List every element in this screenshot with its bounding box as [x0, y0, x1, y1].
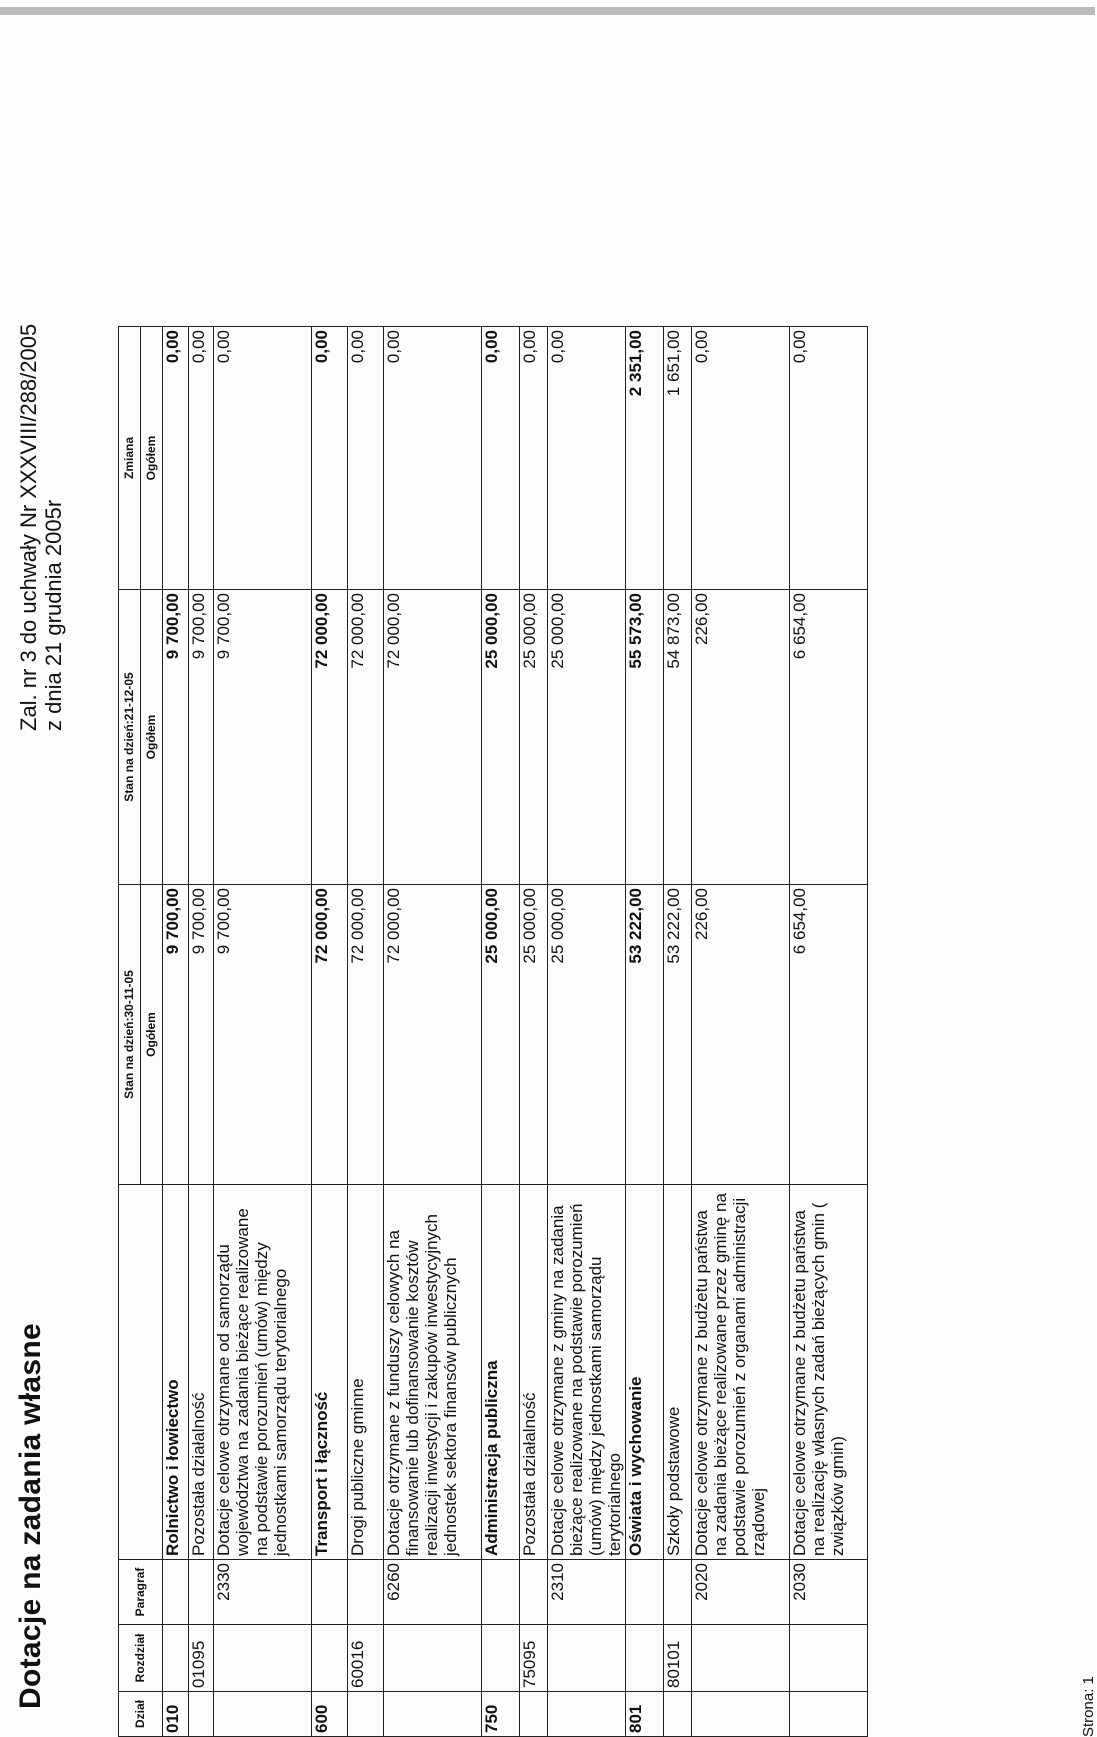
cell-stan-2: 72 000,00 [348, 590, 384, 885]
cell-opis: Dotacje celowe otrzymane od samorządu województwa na zadania bieżące realizowane na podstawie porozumień (umów) między jednostkami samorządu terytorialnego [214, 1185, 312, 1560]
cell-dzial: 600 [312, 1692, 348, 1737]
cell-paragraf [664, 1560, 692, 1625]
cell-stan-1: 25 000,00 [548, 885, 626, 1185]
cell-dzial: 750 [482, 1692, 520, 1737]
cell-opis: Rolnictwo i łowiectwo [163, 1185, 189, 1560]
cell-paragraf [189, 1560, 214, 1625]
header-opis [119, 1185, 163, 1560]
cell-zmiana: 0,00 [548, 327, 626, 590]
cell-stan-2: 226,00 [692, 590, 790, 885]
cell-stan-1: 9 700,00 [214, 885, 312, 1185]
table-row [189, 327, 214, 1737]
cell-paragraf: 2020 [692, 1560, 790, 1625]
cell-stan-1: 25 000,00 [520, 885, 548, 1185]
table-row [214, 327, 312, 1737]
cell-rozdzial: 80101 [664, 1625, 692, 1692]
cell-zmiana: 0,00 [482, 327, 520, 590]
cell-stan-1: 72 000,00 [312, 885, 348, 1185]
cell-rozdzial [384, 1625, 482, 1692]
scan-edge-shadow [0, 7, 1095, 15]
cell-zmiana: 0,00 [163, 327, 189, 590]
cell-stan-1: 9 700,00 [189, 885, 214, 1185]
cell-stan-2: 55 573,00 [626, 590, 664, 885]
page-number: Strona: 1 [1080, 1676, 1097, 1737]
header-ogolem-1: Ogółem [141, 885, 163, 1185]
header-dzial: Dział [119, 1692, 163, 1737]
subsidies-table [118, 326, 868, 1737]
cell-stan-1: 9 700,00 [163, 885, 189, 1185]
cell-zmiana: 0,00 [348, 327, 384, 590]
cell-paragraf: 6260 [384, 1560, 482, 1625]
resolution-reference [16, 324, 66, 731]
cell-stan-1: 53 222,00 [626, 885, 664, 1185]
cell-opis: Dotacje celowe otrzymane z budżetu państwa na zadania bieżące realizowane przez gminę na podstawie porozumień z organami administracji rządowej [692, 1185, 790, 1560]
cell-stan-1: 72 000,00 [384, 885, 482, 1185]
cell-rozdzial [482, 1625, 520, 1692]
cell-zmiana: 0,00 [692, 327, 790, 590]
cell-stan-2: 72 000,00 [384, 590, 482, 885]
table-row [312, 327, 348, 1737]
cell-dzial [520, 1692, 548, 1737]
cell-dzial [548, 1692, 626, 1737]
header-rozdzial: Rozdział [119, 1625, 163, 1692]
cell-opis: Szkoły podstawowe [664, 1185, 692, 1560]
cell-rozdzial [163, 1625, 189, 1692]
header-paragraf: Paragraf [119, 1560, 163, 1625]
cell-stan-2: 6 654,00 [790, 590, 868, 885]
cell-dzial [214, 1692, 312, 1737]
cell-paragraf [163, 1560, 189, 1625]
cell-stan-2: 25 000,00 [482, 590, 520, 885]
cell-stan-1: 6 654,00 [790, 885, 868, 1185]
cell-stan-2: 54 873,00 [664, 590, 692, 885]
cell-opis: Transport i łączność [312, 1185, 348, 1560]
cell-paragraf [482, 1560, 520, 1625]
cell-stan-1: 25 000,00 [482, 885, 520, 1185]
cell-stan-2: 72 000,00 [312, 590, 348, 885]
reference-line-1: Zal. nr 3 do uchwały Nr XXXVIII/288/2005 [16, 323, 41, 731]
cell-zmiana: 0,00 [384, 327, 482, 590]
cell-opis: Drogi publiczne gminne [348, 1185, 384, 1560]
cell-rozdzial [692, 1625, 790, 1692]
cell-opis: Oświata i wychowanie [626, 1185, 664, 1560]
table-row [692, 327, 790, 1737]
cell-paragraf: 2310 [548, 1560, 626, 1625]
table-row [664, 327, 692, 1737]
reference-line-2: z dnia 21 grudnia 2005r [41, 499, 66, 731]
cell-paragraf [626, 1560, 664, 1625]
cell-stan-1: 226,00 [692, 885, 790, 1185]
cell-paragraf [348, 1560, 384, 1625]
cell-zmiana: 0,00 [214, 327, 312, 590]
cell-opis: Pozostała działalność [520, 1185, 548, 1560]
document-title: Dotacje na zadania własne [14, 1323, 47, 1709]
cell-zmiana: 0,00 [790, 327, 868, 590]
cell-rozdzial [214, 1625, 312, 1692]
cell-stan-2: 9 700,00 [189, 590, 214, 885]
header-ogolem-2: Ogółem [141, 590, 163, 885]
cell-zmiana: 0,00 [312, 327, 348, 590]
header-zmiana: Zmiana [119, 327, 141, 590]
cell-opis: Dotacje celowe otrzymane z gminy na zadania bieżące realizowane na podstawie porozumień (umów) między jednostkami samorządu terytorialnego [548, 1185, 626, 1560]
cell-stan-1: 72 000,00 [348, 885, 384, 1185]
cell-zmiana: 1 651,00 [664, 327, 692, 590]
cell-zmiana: 0,00 [189, 327, 214, 590]
cell-dzial [790, 1692, 868, 1737]
cell-dzial [348, 1692, 384, 1737]
table-row [548, 327, 626, 1737]
table-row [348, 327, 384, 1737]
cell-paragraf: 2330 [214, 1560, 312, 1625]
cell-rozdzial: 01095 [189, 1625, 214, 1692]
cell-stan-1: 53 222,00 [664, 885, 692, 1185]
header-stan-1: Stan na dzień:30-11-05 [119, 885, 141, 1185]
cell-zmiana: 0,00 [520, 327, 548, 590]
cell-rozdzial [548, 1625, 626, 1692]
cell-dzial [692, 1692, 790, 1737]
cell-dzial [664, 1692, 692, 1737]
table-row [163, 327, 189, 1737]
table-row [482, 327, 520, 1737]
header-ogolem-3: Ogółem [141, 327, 163, 590]
cell-opis: Dotacje celowe otrzymane z budżetu państwa na realizację własnych zadań bieżących gmin ( związków gmin) [790, 1185, 868, 1560]
cell-opis: Administracja publiczna [482, 1185, 520, 1560]
cell-stan-2: 9 700,00 [163, 590, 189, 885]
cell-dzial: 801 [626, 1692, 664, 1737]
cell-dzial [384, 1692, 482, 1737]
table-row [384, 327, 482, 1737]
cell-opis: Dotacje otrzymane z funduszy celowych na finansowanie lub dofinansowanie kosztów realizacji inwestycji i zakupów inwestycyjnych jednostek sektora finansów publicznych [384, 1185, 482, 1560]
cell-stan-2: 9 700,00 [214, 590, 312, 885]
cell-dzial: 010 [163, 1692, 189, 1737]
cell-dzial [189, 1692, 214, 1737]
cell-rozdzial: 75095 [520, 1625, 548, 1692]
cell-rozdzial: 60016 [348, 1625, 384, 1692]
table-row [790, 327, 868, 1737]
header-stan-2: Stan na dzień:21-12-05 [119, 590, 141, 885]
cell-paragraf: 2030 [790, 1560, 868, 1625]
cell-rozdzial [626, 1625, 664, 1692]
cell-paragraf [520, 1560, 548, 1625]
cell-opis: Pozostała działalność [189, 1185, 214, 1560]
cell-stan-2: 25 000,00 [520, 590, 548, 885]
table-row [626, 327, 664, 1737]
cell-paragraf [312, 1560, 348, 1625]
table-row [520, 327, 548, 1737]
cell-stan-2: 25 000,00 [548, 590, 626, 885]
cell-rozdzial [790, 1625, 868, 1692]
cell-rozdzial [312, 1625, 348, 1692]
cell-zmiana: 2 351,00 [626, 327, 664, 590]
